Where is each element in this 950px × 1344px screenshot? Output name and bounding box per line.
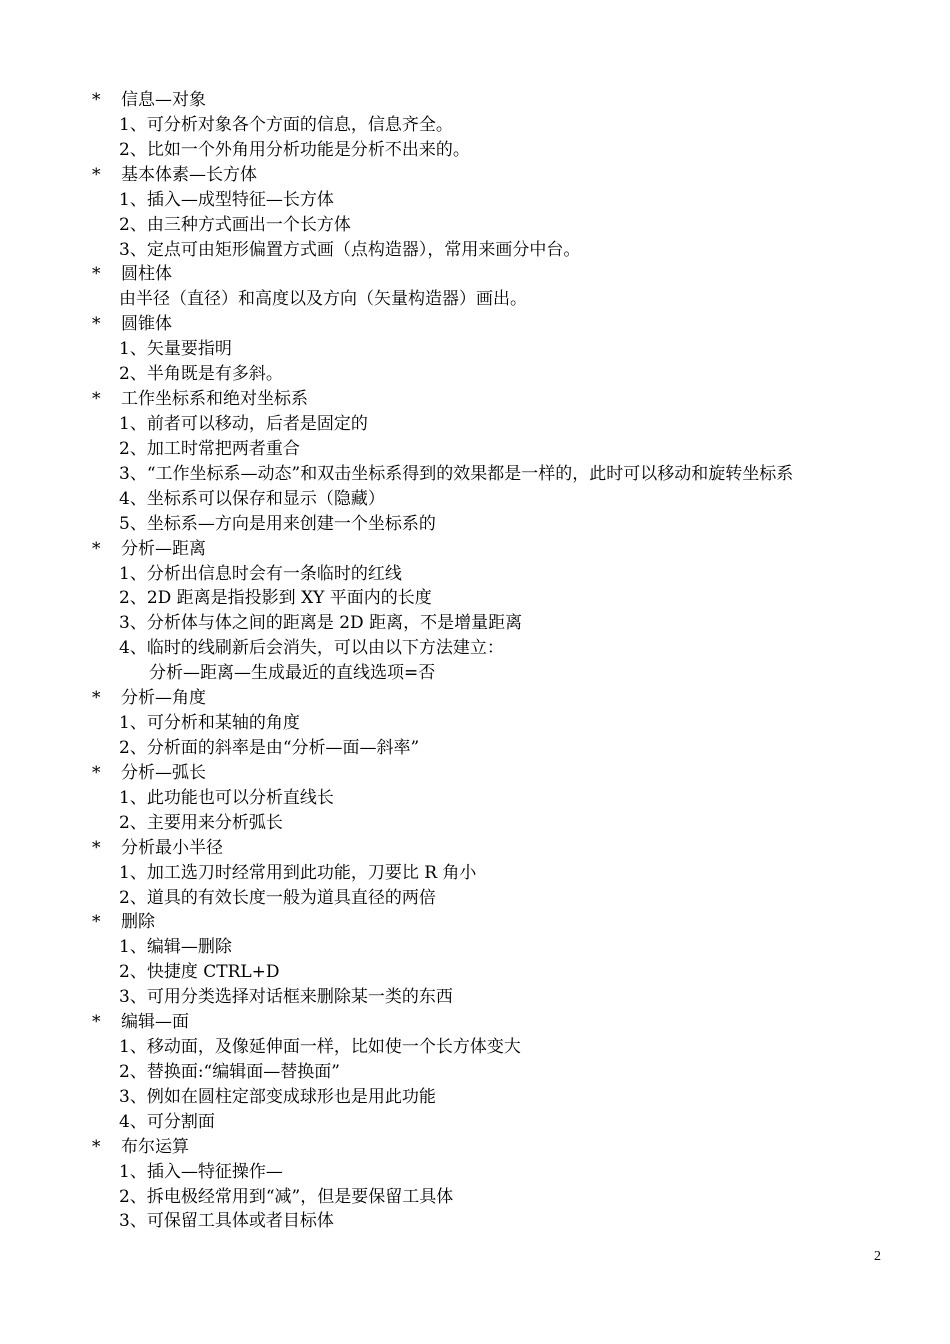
section-heading — [0, 761, 950, 786]
list-item — [0, 337, 950, 362]
list-item-text: 4、坐标系可以保存和显示（隐藏） — [119, 488, 385, 509]
list-item — [0, 886, 950, 911]
list-item — [0, 1110, 950, 1135]
list-item — [0, 636, 950, 661]
section-heading-text: 删除 — [121, 912, 155, 933]
list-item-text: 4、可分割面 — [119, 1111, 215, 1132]
list-item — [0, 1035, 950, 1060]
section-heading-text: 基本体素—长方体 — [121, 164, 257, 185]
list-item-text: 1、前者可以移动，后者是固定的 — [119, 413, 368, 434]
section-heading — [0, 836, 950, 861]
list-item — [0, 935, 950, 960]
list-item-text: 2、比如一个外角用分析功能是分析不出来的。 — [119, 139, 470, 160]
section-heading — [0, 387, 950, 412]
list-item-text: 1、插入—特征操作— — [119, 1161, 283, 1182]
section-heading-text: 圆锥体 — [121, 314, 172, 335]
section-heading — [0, 1135, 950, 1160]
list-item-text: 2、替换面:“编辑面—替换面” — [119, 1061, 340, 1082]
list-item-text: 3、例如在圆柱定部变成球形也是用此功能 — [119, 1086, 436, 1107]
list-item — [0, 362, 950, 387]
list-item-text: 2、道具的有效长度一般为道具直径的两倍 — [119, 887, 436, 908]
section-heading-text: 圆柱体 — [121, 264, 172, 285]
bullet-asterisk: * — [92, 1012, 101, 1033]
list-item — [0, 138, 950, 163]
list-item — [0, 113, 950, 138]
list-item — [0, 412, 950, 437]
sub-item — [0, 661, 950, 686]
section-heading — [0, 312, 950, 337]
list-item — [0, 861, 950, 886]
list-item — [0, 811, 950, 836]
section-heading-text: 信息—对象 — [121, 90, 206, 110]
list-item-text: 1、加工选刀时经常用到此功能，刀要比 R 角小 — [119, 862, 477, 883]
bullet-asterisk: * — [92, 314, 101, 335]
list-item — [0, 1209, 950, 1234]
section-heading-text: 工作坐标系和绝对坐标系 — [121, 389, 308, 410]
bullet-asterisk: * — [92, 264, 101, 285]
bullet-asterisk: * — [92, 912, 101, 933]
section-heading-text: 布尔运算 — [121, 1136, 189, 1157]
list-item-text: 由半径（直径）和高度以及方向（矢量构造器）画出。 — [119, 289, 527, 310]
document-page — [0, 88, 950, 1234]
page-number: 2 — [874, 1249, 881, 1264]
list-item — [0, 287, 950, 312]
list-item — [0, 462, 950, 487]
section-heading — [0, 910, 950, 935]
list-item — [0, 1085, 950, 1110]
list-item — [0, 711, 950, 736]
list-item — [0, 487, 950, 512]
list-item-text: 2、半角既是有多斜。 — [119, 364, 283, 385]
list-item-text: 1、可分析对象各个方面的信息，信息齐全。 — [119, 114, 453, 135]
list-item — [0, 238, 950, 263]
list-item-text: 1、矢量要指明 — [119, 339, 232, 360]
list-item-text: 3、定点可由矩形偏置方式画（点构造器），常用来画分中台。 — [119, 239, 581, 260]
list-item — [0, 985, 950, 1010]
section-heading-text: 编辑—面 — [121, 1012, 189, 1033]
list-item-text: 2、拆电极经常用到“减”，但是要保留工具体 — [119, 1186, 454, 1207]
list-item — [0, 736, 950, 761]
list-item-text: 5、坐标系—方向是用来创建一个坐标系的 — [119, 513, 436, 534]
section-heading-text: 分析—弧长 — [121, 762, 206, 783]
list-item — [0, 1060, 950, 1085]
section-heading — [0, 1010, 950, 1035]
list-item-text: 3、可用分类选择对话框来删除某一类的东西 — [119, 987, 453, 1008]
list-item-text: 4、临时的线刷新后会消失，可以由以下方法建立： — [119, 638, 504, 659]
section-heading — [0, 262, 950, 287]
bullet-asterisk: * — [92, 1136, 101, 1157]
list-item — [0, 1185, 950, 1210]
list-item-text: 2、加工时常把两者重合 — [119, 438, 300, 459]
list-item — [0, 611, 950, 636]
section-heading — [0, 88, 950, 113]
list-item — [0, 1160, 950, 1185]
list-item-text: 1、此功能也可以分析直线长 — [119, 787, 334, 808]
list-item-text: 1、可分析和某轴的角度 — [119, 713, 300, 734]
list-item-text: 2、快捷度 CTRL+D — [119, 962, 280, 983]
section-heading-text: 分析最小半径 — [121, 837, 223, 858]
section-heading-text: 分析—距离 — [121, 538, 206, 559]
list-item-text: 2、主要用来分析弧长 — [119, 812, 283, 833]
bullet-asterisk: * — [92, 538, 101, 559]
bullet-asterisk: * — [92, 762, 101, 783]
list-item-text: 3、可保留工具体或者目标体 — [119, 1211, 334, 1232]
list-item — [0, 512, 950, 537]
list-item-text: 1、插入—成型特征—长方体 — [119, 189, 334, 210]
section-heading — [0, 686, 950, 711]
sub-item-text: 分析—距离—生成最近的直线选项=否 — [149, 663, 436, 684]
list-item — [0, 786, 950, 811]
list-item-text: 2、分析面的斜率是由“分析—面—斜率” — [119, 737, 420, 758]
list-item-text: 3、分析体与体之间的距离是 2D 距离，不是增量距离 — [119, 613, 523, 634]
bullet-asterisk: * — [92, 389, 101, 410]
list-item-text: 3、“工作坐标系—动态”和双击坐标系得到的效果都是一样的，此时可以移动和旋转坐标系 — [119, 463, 794, 484]
list-item — [0, 586, 950, 611]
list-item-text: 1、编辑—删除 — [119, 937, 232, 958]
list-item — [0, 437, 950, 462]
bullet-asterisk: * — [92, 90, 101, 110]
section-heading — [0, 163, 950, 188]
list-item-text: 2、由三种方式画出一个长方体 — [119, 214, 351, 235]
list-item — [0, 188, 950, 213]
bullet-asterisk: * — [92, 164, 101, 185]
bullet-asterisk: * — [92, 837, 101, 858]
list-item-text: 1、移动面，及像延伸面一样，比如使一个长方体变大 — [119, 1037, 521, 1058]
bullet-asterisk: * — [92, 688, 101, 709]
section-heading-text: 分析—角度 — [121, 688, 206, 709]
section-heading — [0, 537, 950, 562]
list-item — [0, 562, 950, 587]
list-item-text: 1、分析出信息时会有一条临时的红线 — [119, 563, 402, 584]
list-item — [0, 213, 950, 238]
list-item-text: 2、2D 距离是指投影到 XY 平面内的长度 — [119, 588, 432, 609]
list-item — [0, 960, 950, 985]
